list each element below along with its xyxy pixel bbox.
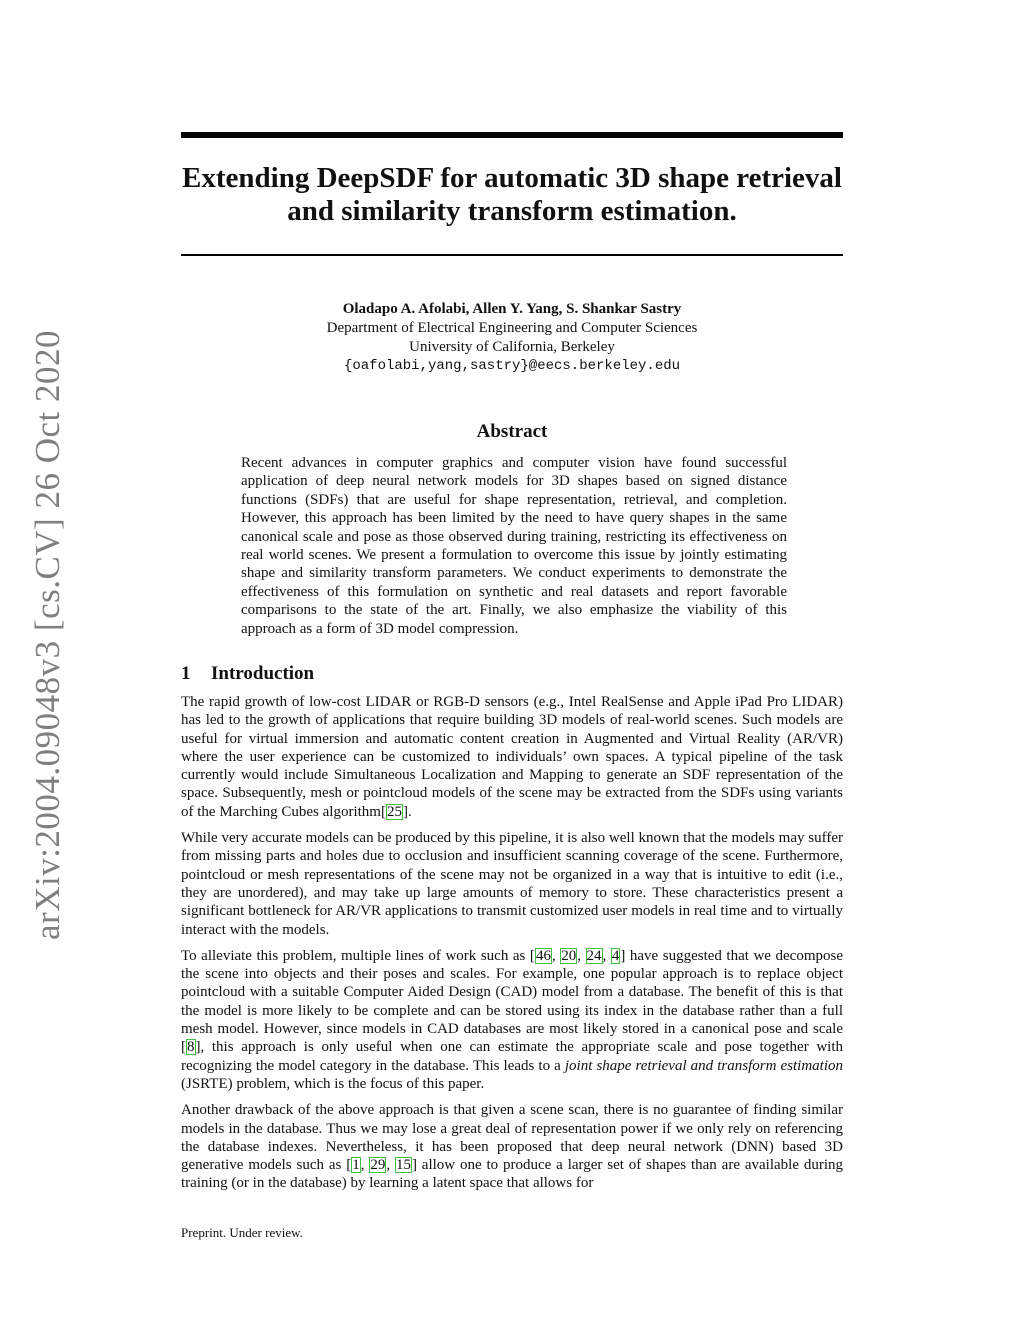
- author-names: Oladapo A. Afolabi, Allen Y. Yang, S. Shankar Sastry: [342, 301, 682, 317]
- title-bottom-rule: [181, 254, 843, 256]
- intro-paragraph-4: Another drawback of the above approach is that given a scene scan, there is no guarantee of finding similar models in the database. Thus we may lose a great deal of representation power if we only rely on referencing the database indexes. Nevertheless, it has been proposed that deep neural network (DNN) based 3D generative models such as [1, 29, 15] allow one to produce a larger set of shapes than are available during training (or in the database) by learning a latent space that allows for: [181, 1102, 843, 1192]
- introduction-body: [181, 693, 843, 1201]
- citation-link[interactable]: 15: [395, 1157, 411, 1174]
- citation-link[interactable]: 29: [370, 1157, 386, 1174]
- title-line-1: Extending DeepSDF for automatic 3D shape retrieval: [182, 162, 842, 194]
- citation-link[interactable]: 25: [386, 803, 402, 820]
- intro-paragraph-3: To alleviate this problem, multiple lines of work such as [46, 20, 24, 4] have suggested that we decompose the scene into objects and their poses and scales. For example, one popular approach is to replace object pointcloud with a suitable Computer Aided Design (CAD) model from a database. The benefit of this is that the model is more likely to be complete and can be stored using its index in the database rather than a full mesh model. However, since models in CAD databases are most likely stored in a canonical pose and scale [8], this approach is only useful when one can estimate the appropriate scale and pose together with recognizing the model category in the database. This leads to a joint shape retrieval and transform estimation (JSRTE) problem, which is the focus of this paper.: [181, 947, 843, 1092]
- author-email: {oafolabi,yang,sastry}@eecs.berkeley.edu: [343, 358, 681, 374]
- emphasis-jsrte: joint shape retrieval and transform estimation: [564, 1057, 843, 1074]
- citation-link[interactable]: 4: [611, 947, 620, 964]
- abstract-heading: Abstract: [476, 421, 548, 442]
- section-heading-introduction: [181, 663, 314, 685]
- section-title: Introduction: [211, 663, 315, 684]
- section-number: 1: [181, 663, 191, 684]
- intro-paragraph-1: The rapid growth of low-cost LIDAR or RGB-D sensors (e.g., Intel RealSense and Apple iPad Pro LIDAR) has led to the growth of applications that require building 3D models of real-world scenes. Such models are useful for virtual immersion and automatic content creation in Augmented and Virtual Reality (AR/VR) where the user experience can be customized to individuals’ own spaces. A typical pipeline of the task currently would include Simultaneous Localization and Mapping to generate an SDF representation of the space. Subsequently, mesh or pointcloud models of the scene may be extracted from the SDFs using variants of the Marching Cubes algorithm[25].: [181, 694, 843, 820]
- paper-title: [160, 162, 864, 228]
- author-block: [181, 300, 843, 376]
- arxiv-stamp[interactable]: arXiv:2004.09048v3 [cs.CV] 26 Oct 2020: [28, 329, 67, 940]
- title-top-rule: [181, 132, 843, 138]
- citation-link[interactable]: 8: [187, 1039, 195, 1056]
- title-line-2: and similarity transform estimation.: [287, 195, 737, 227]
- page-footer: Preprint. Under review.: [181, 1225, 303, 1240]
- citation-link[interactable]: 24: [586, 947, 602, 964]
- citation-link[interactable]: 1: [352, 1157, 360, 1174]
- citation-link[interactable]: 20: [561, 947, 577, 964]
- author-university: University of California, Berkeley: [409, 339, 615, 355]
- abstract-text: Recent advances in computer graphics and computer vision have found successful application of deep neural network models for 3D shapes based on signed distance functions (SDFs) that are useful for shape representation, retrieval, and completion. However, this approach has been limited by the need to have query shapes in the same canonical scale and pose as those observed during training, restricting its effectiveness on real world scenes. We present a formulation to overcome this issue by jointly estimating shape and similarity transform parameters. We conduct experiments to demonstrate the effectiveness of this formulation on synthetic and real datasets and report favorable comparisons to the state of the art. Finally, we also emphasize the viability of this approach as a form of 3D model compression.: [241, 455, 787, 637]
- citation-link[interactable]: 46: [535, 947, 551, 964]
- intro-paragraph-2: While very accurate models can be produced by this pipeline, it is also well known that the models may suffer from missing parts and holes due to occlusion and insufficient scanning coverage of the scene. Furthermore, pointcloud or mesh representations of the scene may not be organized in a way that is intuitive to edit (i.e., they are unordered), and may take up large amounts of memory to store. These characteristics present a significant bottleneck for AR/VR applications to transmit customized user models in real time and to virtually interact with the models.: [181, 830, 843, 938]
- author-department: Department of Electrical Engineering and Computer Sciences: [326, 320, 698, 336]
